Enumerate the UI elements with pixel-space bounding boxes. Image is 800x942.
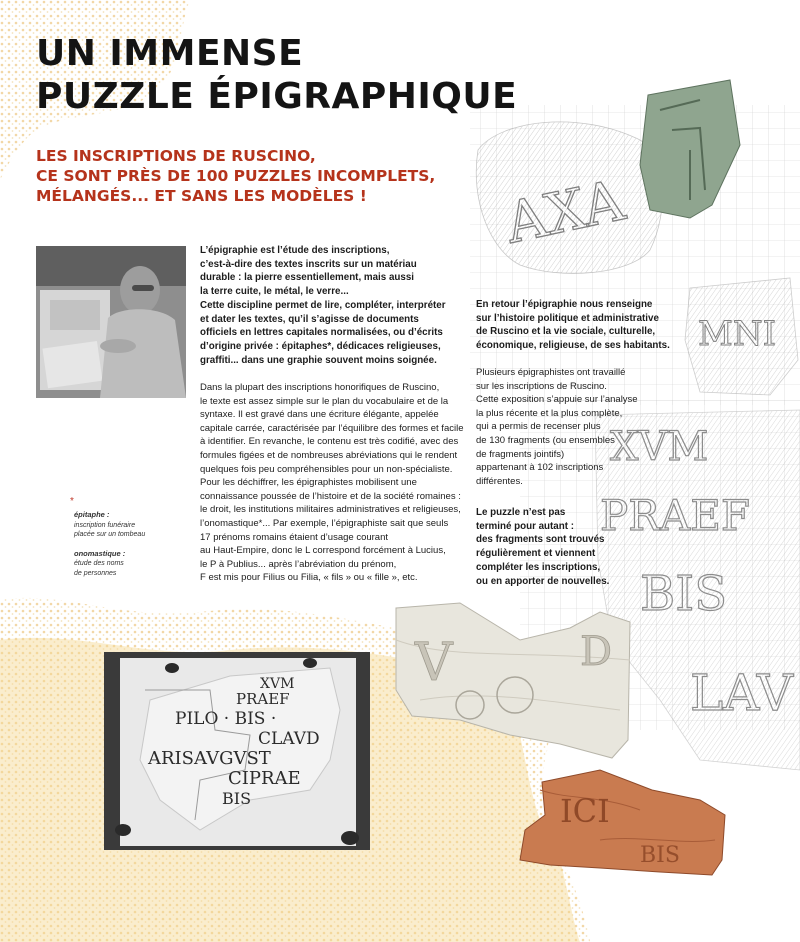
right-body-line: de 130 fragments (ou ensembles bbox=[476, 434, 615, 446]
inscription-line-6: CIPRAE bbox=[228, 768, 301, 789]
inscription-line-7: BIS bbox=[222, 789, 252, 808]
subtitle-line-3: MÉLANGÉS... ET SANS LES MODÈLES ! bbox=[36, 187, 367, 205]
marble-letter-2: D bbox=[580, 629, 613, 675]
right-outro-line: terminé pour autant : bbox=[476, 520, 574, 532]
body-line: à identifier. En revanche, le contenu est très codifié, avec des bbox=[200, 436, 459, 448]
body-line: au Haut-Empire, donc le L correspond forcément à Lucius, bbox=[200, 545, 446, 557]
body-line: syntaxe. Il est gravé dans une écriture élégante, appelée bbox=[200, 409, 439, 421]
intro-line: la terre cuite, le métal, le verre... bbox=[200, 286, 349, 298]
intro-line: L’épigraphie est l’étude des inscriptions, bbox=[200, 245, 390, 256]
right-intro-line: de Ruscino et la vie sociale, culturelle, bbox=[476, 326, 656, 338]
marble-letter-1: V bbox=[415, 633, 453, 693]
right-outro-paragraph bbox=[476, 506, 646, 588]
sketch-large-line2: PRAEF bbox=[600, 491, 751, 540]
right-intro-line: En retour l’épigraphie nous renseigne bbox=[476, 299, 653, 310]
sketch-large-line3: BIS bbox=[640, 566, 728, 622]
intro-line: c’est-à-dire des textes inscrits sur un matériau bbox=[200, 258, 417, 270]
intro-line: officiels en lettres capitales normalisées, ou d’écrits bbox=[200, 327, 443, 339]
inscription-line-3: PILO · BIS · bbox=[175, 709, 277, 729]
right-body-line: qui a permis de recenser plus bbox=[476, 421, 601, 433]
subtitle-line-1: LES INSCRIPTIONS DE RUSCINO, bbox=[36, 147, 316, 165]
title-line-2: PUZZLE ÉPIGRAPHIQUE bbox=[36, 76, 518, 117]
glossary-term-epitaphe: épitaphe : bbox=[74, 510, 110, 519]
epigraphist-photo bbox=[36, 246, 186, 398]
right-body-line: la plus récente et la plus complète, bbox=[476, 407, 623, 419]
right-body-line: différentes. bbox=[476, 475, 523, 487]
terracotta-letters: ICI bbox=[560, 792, 610, 830]
right-outro-line: Le puzzle n’est pas bbox=[476, 507, 566, 518]
inscription-line-4: CLAVD bbox=[258, 729, 320, 749]
body-line: 17 prénoms romains étaient d’usage courant bbox=[200, 531, 389, 543]
body-line: le P à Publius... après l’abréviation du prénom, bbox=[200, 558, 397, 570]
right-body-line: Cette exposition s’appuie sur l’analyse bbox=[476, 394, 638, 406]
intro-line: graffiti... dans une graphie souvent moins soignée. bbox=[200, 354, 437, 366]
page-title bbox=[36, 32, 517, 118]
glossary-term-onomastique: onomastique : bbox=[74, 548, 126, 558]
sketch-large-line4: LAV bbox=[690, 664, 793, 722]
body-line: Pour les déchiffrer, les épigraphistes mobilisent une bbox=[200, 477, 417, 489]
intro-paragraph bbox=[200, 244, 470, 367]
glossary-notes bbox=[70, 496, 194, 578]
body-paragraph bbox=[200, 381, 470, 585]
body-line: Dans la plupart des inscriptions honorifiques de Ruscino, bbox=[200, 382, 440, 393]
sketch-top-letters: AXA bbox=[500, 168, 630, 257]
body-line: l’onomastique*... Par exemple, l’épigraphiste sait que seuls bbox=[200, 517, 449, 529]
right-outro-line: régulièrement et viennent bbox=[476, 548, 596, 560]
inscription-line-1: XVM bbox=[260, 676, 295, 692]
sketch-large-line1: XVM bbox=[610, 424, 709, 470]
body-line: quelques fois peu compréhensibles pour un non-spécialiste. bbox=[200, 463, 453, 475]
terracotta-fragment bbox=[520, 770, 725, 875]
glossary-def-epitaphe-1: inscription funéraire bbox=[74, 521, 136, 529]
right-body-line: Plusieurs épigraphistes ont travaillé bbox=[476, 367, 626, 378]
right-outro-line: ou en apporter de nouvelles. bbox=[476, 575, 610, 587]
body-line: connaissance poussée de l’histoire et de la société romaines : bbox=[200, 490, 461, 502]
sketch-right-letters: MNI bbox=[698, 314, 776, 354]
body-line: capitale carrée, caractérisée par l’équilibre des formes et facile bbox=[200, 422, 464, 434]
terracotta-letters-2: BIS bbox=[640, 843, 680, 868]
footnote-star: * bbox=[70, 496, 74, 507]
subtitle-line-2: CE SONT PRÈS DE 100 PUZZLES INCOMPLETS, bbox=[36, 167, 436, 185]
right-outro-line: compléter les inscriptions, bbox=[476, 561, 601, 573]
right-intro-paragraph bbox=[476, 298, 691, 353]
body-line: formules figées et de nombreuses abréviations qui le rendent bbox=[200, 449, 458, 461]
inscription-puzzle-photo bbox=[104, 652, 370, 850]
intro-line: et dater les textes, qu’il s’agisse de documents bbox=[200, 313, 419, 325]
title-line-1: UN IMMENSE bbox=[36, 33, 304, 74]
body-line: F est mis pour Filius ou Filia, « fils » ou « fille », etc. bbox=[200, 572, 418, 584]
intro-line: Cette discipline permet de lire, compléter, interpréter bbox=[200, 299, 446, 311]
glossary-def-onomastique-1: étude des noms bbox=[74, 560, 124, 567]
intro-line: durable : la pierre essentiellement, mais aussi bbox=[200, 272, 414, 284]
right-body-line: sur les inscriptions de Ruscino. bbox=[476, 380, 607, 392]
body-line: le droit, les institutions militaires administratives et religieuses, bbox=[200, 504, 461, 516]
right-body-line: de fragments jointifs) bbox=[476, 448, 565, 460]
glossary-def-epitaphe-2: placée sur un tombeau bbox=[74, 531, 146, 538]
right-intro-line: sur l’histoire politique et administrative bbox=[476, 312, 659, 324]
intro-line: d’origine privée : épitaphes*, dédicaces religieuses, bbox=[200, 340, 441, 352]
right-intro-line: économique, religieuse, de ses habitants. bbox=[476, 340, 670, 352]
inscription-line-5: ARISAVGVST bbox=[148, 748, 271, 769]
glossary-def-onomastique-2: de personnes bbox=[74, 569, 117, 577]
body-line: le texte est assez simple sur le plan du vocabulaire et de la bbox=[200, 395, 449, 407]
right-body-paragraph bbox=[476, 366, 646, 488]
right-body-line: appartenant à 102 inscriptions bbox=[476, 462, 604, 474]
page-subtitle bbox=[36, 146, 435, 206]
right-outro-line: des fragments sont trouvés bbox=[476, 534, 605, 546]
inscription-line-2: PRAEF bbox=[236, 690, 290, 708]
